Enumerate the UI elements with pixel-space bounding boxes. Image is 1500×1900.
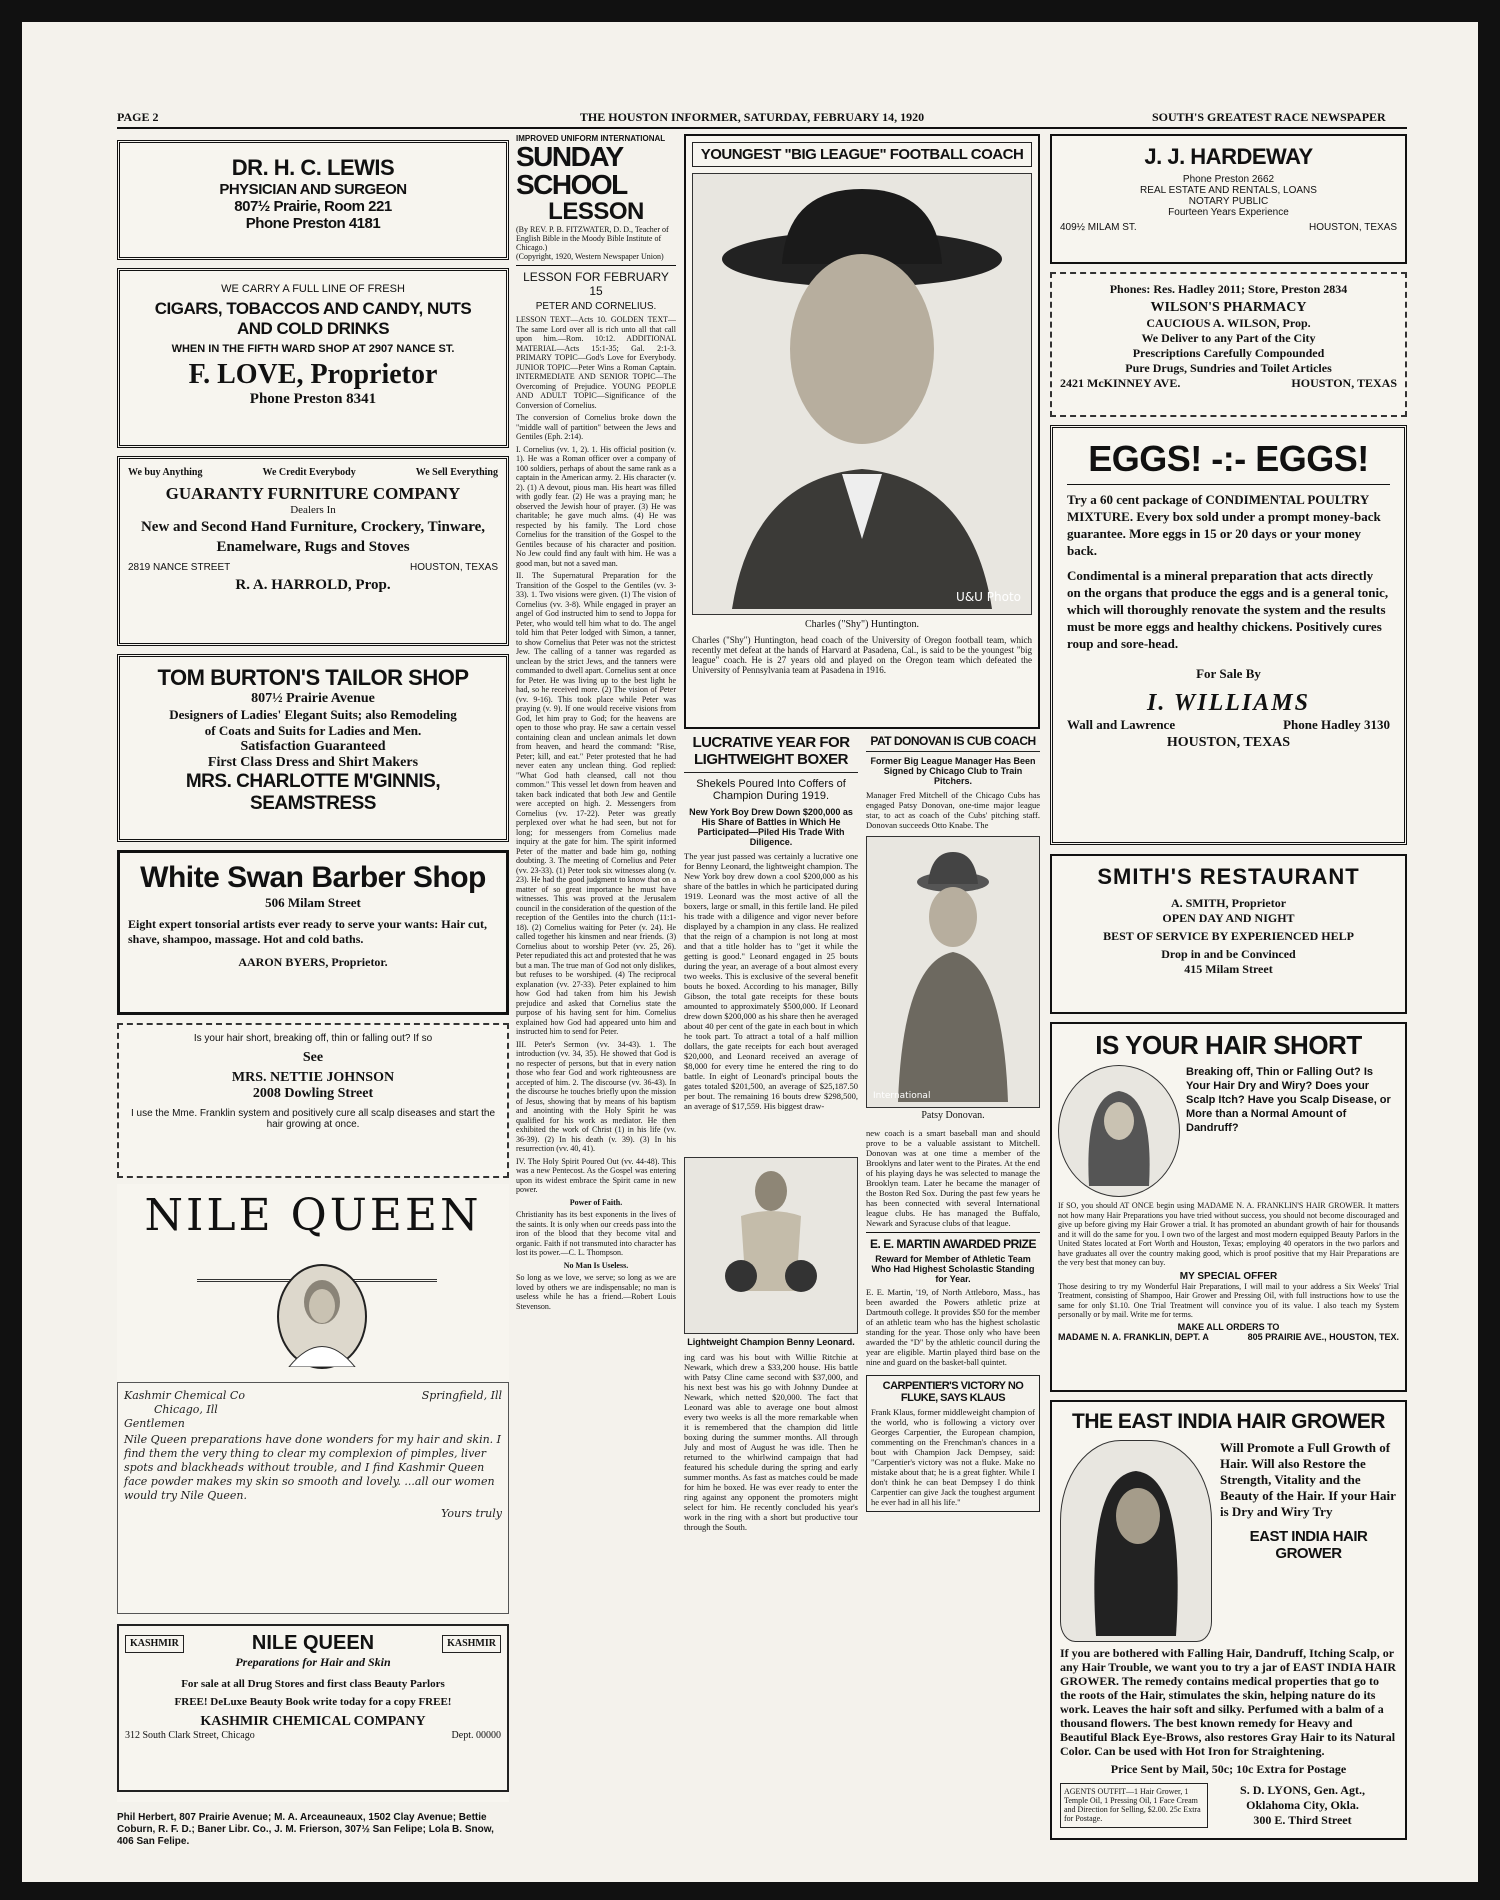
slogan: SOUTH'S GREATEST RACE NEWSPAPER xyxy=(1152,110,1386,124)
guaranty-dealers: Dealers In xyxy=(290,504,336,516)
smith-line3: Drop in and be Convinced xyxy=(1161,947,1296,961)
guaranty-address: 2819 NANCE STREET xyxy=(128,562,231,573)
guaranty-top-a: We buy Anything xyxy=(128,467,203,478)
johnson-line1: Is your hair short, breaking off, thin or falling out? If so xyxy=(193,1033,433,1044)
eggs-phone: Phone Hadley 3130 xyxy=(1283,717,1390,732)
smith-line1: OPEN DAY AND NIGHT xyxy=(1162,911,1295,925)
hair-orders: MAKE ALL ORDERS TO xyxy=(1177,1321,1280,1332)
love-line4: WHEN IN THE FIFTH WARD SHOP AT 2907 NANCE ST. xyxy=(171,343,455,355)
nile-prep: Preparations for Hair and Skin xyxy=(235,1655,391,1669)
guaranty-address-row xyxy=(128,562,498,573)
johnson-name: MRS. NETTIE JOHNSON xyxy=(231,1070,395,1085)
nile-free: FREE! DeLuxe Beauty Book write today for a copy FREE! xyxy=(174,1696,452,1708)
india-headline: THE EAST INDIA HAIR GROWER xyxy=(1072,1410,1385,1433)
lewis-name: DR. H. C. LEWIS xyxy=(231,155,395,180)
hardeway-line2: NOTARY PUBLIC xyxy=(1188,196,1269,207)
ss-noman-head: No Man Is Useless. xyxy=(563,1260,629,1270)
nile-logo: NILE QUEEN xyxy=(144,1190,482,1241)
johnson-address: 2008 Dowling Street xyxy=(252,1086,374,1101)
tailor-line5: MRS. CHARLOTTE M'GINNIS, SEAMSTRESS xyxy=(185,771,441,814)
tailor-ad xyxy=(117,654,509,842)
ss-para: II. The Supernatural Preparation for the Transition of the Gospel to the Gentiles (vv. 3-33). 1. Two visions were given. (1) The vision of Cornelius (vv. 3-8). While engaged in prayer an angel of God instructed him to send to Joppa for Peter, who would tell him what to do. The angel told him that Peter lodged with Simon, a tanner, to show Cornelius that Peter was not the strictest Jew. The calling of a tanner was regarded as unclean by the strict Jews, and the tanners were commanded to dwell apart. Cornelius sent at once for Peter. He was living up to the best light he had, so he received more. (2) The vision of Peter (vv. 9-16). This took place while Peter was praying (v. 9). If one would receive visions from God, let him pray to God; for the heavens are open to those who pray. He saw a certain vessel containing clean and unclean animals let down from heaven, and heard the command: "Rise, Peter; kill, and eat." Peter protested that he had never eaten any unclean thing. God replied: "What God hath cleansed, call not thou common." This vessel let down from heaven and taken back indicated that both Jew and Gentile were accepted on high. 2. Messengers from Cornelius (vv. 17-22). Peter was greatly perplexed over what he had seen, but not for long; for messengers from Cornelius made inquiry at the gate for him. The spirit informed Peter of the matter and bade him go, nothing doubting. 3. The meeting of Cornelius and Peter (vv. 23-33). (1) Peter took six witnesses along (v. 23). He had the good judgment to know that on a matter of so great importance he must have witnesses. This was proved at the Jerusalem council in the consideration of the question of the reception of the Gentiles into the church (11:1-18). (2) Cornelius waiting for Peter (v. 24). He called together his kinsmen and near friends. (3) Cornelius about to worship Peter (vv. 25, 26). Peter repudiated this act and protested that he was but a man. The true man of God not only dislikes, but refuses to be worshiped. (4) The reciprocal explanation (vv. 27-33). Peter explained to him how God had taken from him his Jewish prejudice and asked that Cornelius state the purpose of his having sent for him. Cornelius explained how God had appeared unto him and instructed him to send for Peter. xyxy=(516,571,676,1036)
martin-headline: E. E. MARTIN AWARDED PRIZE xyxy=(870,1237,1036,1251)
hardeway-name: J. J. HARDEWAY xyxy=(1144,144,1313,169)
wilson-name: WILSON'S PHARMACY xyxy=(1150,300,1307,315)
ss-rule xyxy=(516,265,676,266)
ss-para: The conversion of Cornelius broke down the "middle wall of partition" between the Jews and Gentiles (Eph. 2:14). xyxy=(516,413,676,441)
lewis-phone: Phone Preston 4181 xyxy=(245,215,381,232)
guaranty-city: HOUSTON, TEXAS xyxy=(410,562,498,573)
carpentier-body: Frank Klaus, former middleweight champion of the world, who is following a victory over Georges Carpentier, the European champion, commenting on the Frenchman's chances in a bout with Champion Jack Dempsey, said: "Carpentier's victory was not a fluke. Make no mistake about that; he is a great fighter. While I don't think he can beat Dempsey I do think Carpentier can give Jack the toughest argument he ever had in all his life." xyxy=(871,1407,1035,1507)
guaranty-top-b: We Credit Everybody xyxy=(262,467,356,478)
donovan-body: Manager Fred Mitchell of the Chicago Cubs has engaged Patsy Donovan, one-time major league star, to act as coach of the Cubs' pitching staff. Donovan succeeds Otto Knabe. The xyxy=(866,790,1040,830)
love-line2: CIGARS, TOBACCOS AND CANDY, NUTS xyxy=(154,299,472,318)
nile-company-address: 312 South Clark Street, Chicago xyxy=(125,1730,255,1741)
love-phone: Phone Preston 8341 xyxy=(249,391,377,407)
donovan-rule xyxy=(866,1232,1040,1233)
barber-prop: AARON BYERS, Proprietor. xyxy=(238,955,388,969)
wilson-line1: We Deliver to any Part of the City xyxy=(1141,331,1316,345)
long-braid-woman-icon xyxy=(1066,1446,1206,1636)
photo-credit: U&U Photo xyxy=(956,590,1021,604)
hardeway-city: HOUSTON, TEXAS xyxy=(1309,222,1397,233)
ss-para: III. Peter's Sermon (vv. 34-43). 1. The introduction (vv. 34, 35). He showed that God is no respecter of persons, but that in every nation those who fear God and work righteousness are accepted of him. 2. The discourse (vv. 36-43). In the discourse he touches briefly upon the mission of Jesus, showing that by means of his baptism and anointing with the Holy Spirit he was qualified for his work as mediator. He then exhibited the work of Christ (1) in his life (vv. 36-39). (2) In his death (v. 39). (3) In his resurrection (vv. 40, 41). xyxy=(516,1039,676,1153)
nile-queen-ad xyxy=(117,1184,509,1802)
india-line1: Will Promote a Full Growth of Hair. Will also Restore the Strength, Vitality and the Beauty of the Hair. If your Hair is Dry and Wiry Try xyxy=(1220,1440,1396,1519)
nile-company: KASHMIR CHEMICAL COMPANY xyxy=(200,1714,426,1729)
martin-subhead: Reward for Member of Athletic Team Who Had Highest Scholastic Standing for Year. xyxy=(871,1254,1035,1284)
wilson-address-row xyxy=(1060,376,1397,391)
woman-portrait-icon xyxy=(279,1266,365,1367)
local-agents: Phil Herbert, 807 Prairie Avenue; M. A. Arceauneaux, 1502 Clay Avenue; Bettie Coburn, R. F. D.; Baner Libr. Co., J. M. Frierson, 307½ San Felipe; Lola B. Snow, 406 San Felipe. xyxy=(117,1812,494,1847)
barber-address: 506 Milam Street xyxy=(265,895,361,910)
tailor-line3: Satisfaction Guaranteed xyxy=(240,739,386,754)
lewis-ad xyxy=(117,140,509,260)
wilson-address: 2421 McKINNEY AVE. xyxy=(1060,376,1181,390)
lewis-title: PHYSICIAN AND SURGEON xyxy=(219,181,407,198)
wilson-phones: Phones: Res. Hadley 2011; Store, Preston 2834 xyxy=(1109,282,1348,296)
coach-feature xyxy=(684,134,1040,729)
hardeway-line1: REAL ESTATE AND RENTALS, LOANS xyxy=(1140,185,1317,196)
eggs-address: Wall and Lawrence xyxy=(1067,717,1176,732)
letter-header xyxy=(124,1389,502,1403)
love-name: F. LOVE, Proprietor xyxy=(188,359,438,390)
guaranty-line2: Enamelware, Rugs and Stoves xyxy=(216,539,410,555)
eggs-para2: Condimental is a mineral preparation that acts directly on the organs that produce the eggs and is a general tonic, which will thoroughly renovate the system and the results must be more eggs and healthy chickens. Positively cures roup and sore-head. xyxy=(1067,568,1389,651)
newspaper-page xyxy=(22,22,1478,1882)
johnson-body: I use the Mme. Franklin system and positively cure all scalp diseases and start the hair growing at once. xyxy=(130,1108,496,1130)
ss-subject: PETER AND CORNELIUS. xyxy=(535,301,657,312)
hardeway-ad xyxy=(1050,134,1407,264)
boxer-subhead2: New York Boy Drew Down $200,000 as His Share of Battles in Which He Participated—Piled His Trade With Diligence. xyxy=(689,807,853,847)
tailor-line4: First Class Dress and Shirt Makers xyxy=(207,755,419,770)
wilson-line2: Prescriptions Carefully Compounded xyxy=(1132,346,1325,360)
kashmir-logo-right: KASHMIR xyxy=(442,1635,501,1653)
carpentier-box xyxy=(866,1375,1040,1512)
letter-salutation: Gentlemen xyxy=(124,1417,185,1430)
donovan-subhead: Former Big League Manager Has Been Signed by Chicago Club to Train Pitchers. xyxy=(870,756,1036,786)
guaranty-top-c: We Sell Everything xyxy=(415,467,498,478)
nile-footer-box xyxy=(117,1624,509,1792)
boxer-subhead: Shekels Poured Into Coffers of Champion During 1919. xyxy=(696,778,846,802)
johnson-ad xyxy=(117,1023,509,1178)
guaranty-line1: New and Second Hand Furniture, Crockery, Tinware, xyxy=(140,519,486,535)
coach-story: Charles ("Shy") Huntington, head coach of the University of Oregon football team, which recently met defeat at the hands of Harvard at Pasadena, Cal., is said to be the youngest "big league" coach. He is 27 years old and played on the Oregon team which defeated the University of Pennsylvania team at Pasadena in 1916. xyxy=(692,635,1032,675)
ss-para: Christianity has its best exponents in the lives of the saints. It is only when our creeds pass into the iron of the blood that they become vital and organic. Faith if not transmuted into character has lost its power.—C. L. Thompson. xyxy=(516,1210,676,1257)
boxer-photo xyxy=(684,1157,858,1334)
boxer-figure-icon xyxy=(701,1161,841,1331)
guaranty-name: GUARANTY FURNITURE COMPANY xyxy=(165,484,461,503)
ss-title2: LESSON xyxy=(548,198,644,225)
johnson-see: See xyxy=(302,1050,324,1065)
guaranty-top xyxy=(128,467,498,478)
nile-brand: NILE QUEEN xyxy=(251,1632,375,1654)
eggs-ad xyxy=(1050,425,1407,845)
india-name: EAST INDIA HAIR GROWER xyxy=(1249,1528,1368,1562)
india-agents: AGENTS OUTFIT—1 Hair Grower, 1 Temple Oil, 1 Pressing Oil, 1 Face Cream and Direction for Selling, $2.00. 25c Extra for Postage. xyxy=(1060,1783,1208,1828)
franklin-portrait xyxy=(1058,1065,1180,1197)
hardeway-phone: Phone Preston 2662 xyxy=(1182,174,1275,185)
letter-addressee: Kashmir Chemical Co xyxy=(124,1389,245,1402)
india-body: If you are bothered with Falling Hair, Dandruff, Itching Scalp, or any Hair Trouble, we want you to try a jar of EAST INDIA HAIR GROWER. The remedy contains medical properties that go to the roots of the Hair, stimulates the skin, helping nature do its work. Leaves the hair soft and silky. Perfumed with a balm of a thousand flowers. The best known remedy for Heavy and Beautiful Black Eye-Brows, also restores Gray Hair to its Natural Color. Can be used with Hot Iron for Straightening. xyxy=(1060,1646,1397,1758)
ss-para: So long as we love, we serve; so long as we are loved by others we are indispensable; no man is useless while he has a friend.—Robert Louis Stevenson. xyxy=(516,1273,676,1311)
wilson-ad xyxy=(1050,272,1407,417)
barber-ad xyxy=(117,850,509,1015)
sunday-school-column xyxy=(516,134,676,1864)
ss-byline: (By REV. P. B. FITZWATER, D. D., Teacher of English Bible in the Moody Bible Institute of Chicago.) xyxy=(516,225,669,252)
coach-caption: Charles ("Shy") Huntington. xyxy=(805,619,919,630)
hardeway-line3: Fourteen Years Experience xyxy=(1168,207,1289,218)
eggs-address-row xyxy=(1067,717,1390,733)
lewis-address: 807½ Prairie, Room 221 xyxy=(234,198,392,215)
nile-dept: Dept. 00000 xyxy=(451,1730,501,1741)
donovan-column xyxy=(866,734,1040,1864)
hair-short-ad xyxy=(1050,1022,1407,1392)
coach-headline: YOUNGEST "BIG LEAGUE" FOOTBALL COACH xyxy=(692,142,1032,167)
nile-sale: For sale at all Drug Stores and first class Beauty Parlors xyxy=(181,1678,445,1690)
guaranty-prop: R. A. HARROLD, Prop. xyxy=(235,577,391,593)
tailor-name: TOM BURTON'S TAILOR SHOP xyxy=(157,665,469,690)
india-name2: S. D. LYONS, Gen. Agt., xyxy=(1240,1783,1365,1797)
donovan-portrait-icon xyxy=(873,842,1033,1102)
hair-body: If SO, you should AT ONCE begin using MADAME N. A. FRANKLIN'S HAIR GROWER. It matters not how many Hair Preparations you have tried without success, you should not become discouraged and give up before giving my Hair Grower a trial. It has promoted an abundant growth of hair for thousands and it will do the same for you. I own two of the largest and most modern equipped Beauty Parlors in the United States located at Fort Worth and Houston, Texas; employing 40 operators in the two parlors and have graduates all over the country making good, which is proof positive that my Hair Preparations are the very best that money can buy. xyxy=(1058,1201,1399,1267)
ss-text xyxy=(516,315,676,1314)
love-ad xyxy=(117,268,509,448)
letter-body: Nile Queen preparations have done wonders for my hair and skin. I find them the very thing to clear my complexion of pimples, liver spots and blackheads without trouble, and I find Kashmir Queen face powder makes my skin so smooth and lovely. ...all our women would try Nile Queen. xyxy=(124,1433,502,1502)
love-line3: AND COLD DRINKS xyxy=(236,319,390,338)
smith-name: SMITH'S RESTAURANT xyxy=(1097,864,1360,889)
hair-top-row xyxy=(1058,1065,1399,1197)
india-side xyxy=(1212,1440,1397,1642)
india-lyons xyxy=(1208,1783,1397,1828)
boxer-body2: ing card was his bout with Willie Ritchie at Newark, which drew a $33,200 house. His battle with Patsy Cline came second with $37,000, and his next best was his go with Johnny Dundee at Newark, which netted $20,000. The fact that Leonard was able to average one bout almost every two weeks is all the more remarkable when it is remembered that the champion did little boxing during the summer months. All through July and most of August he was idle. Then he returned to the whirlwind campaign that had featured his schedule during the spring and early summer months. As fast as matches could be made for him he boxed. He was ever ready to enter the ring against any opponent the promoters might select for him. He recently concluded his year's work in the ring with a short but productive tour through the South. xyxy=(684,1352,858,1532)
hardeway-address-row xyxy=(1060,222,1397,233)
hair-headline: IS YOUR HAIR SHORT xyxy=(1095,1030,1362,1060)
smith-ad xyxy=(1050,854,1407,1014)
east-india-ad xyxy=(1050,1400,1407,1840)
ss-improved: IMPROVED UNIFORM INTERNATIONAL xyxy=(516,134,666,143)
india-addr2: 300 E. Third Street xyxy=(1253,1813,1352,1827)
ss-lesson-for: LESSON FOR FEBRUARY 15 xyxy=(523,270,669,298)
header-rule xyxy=(117,127,1407,129)
tailor-line1: Designers of Ladies' Elegant Suits; also Remodeling xyxy=(169,707,457,722)
wilson-line3: Pure Drugs, Sundries and Toilet Articles xyxy=(1125,361,1332,375)
boxer-body: The year just passed was certainly a lucrative one for Benny Leonard, the lightweight champion. The New York boy drew down a cool $200,000 as his share of the battles in which he participated during 1919. Leonard was the most active of all the boxers, large or small, in this fertile land. He piled his trade with a diligence and vigor never before displayed by a champion in any class. He realized that the reign of a champion is not long at most and that a title holder has to "get it while the getting is good." Leonard engaged in 25 bouts during the year, an average of a bout almost every two weeks. This is exclusive of the several benefit bouts he boxed. According to his manager, Billy Gibson, the total gate receipts for these bouts amounted to approximately $500,000. If Leonard drew down $200,000 as his share then he averaged about 40 per cent of the gate in each bout in which he took part. To attract a total of a half million dollars, the gate receipts for each bout averaged $20,000, and Leonard received an average of $8,000 for every time he entered the ring to do battle. In eight of Leonard's principal bouts the gates totaled $201,500, an average of $25,187.50 per bout. The remaining 16 bouts drew $298,500, an average of $17,559. His biggest draw- xyxy=(684,851,858,1111)
ss-title: SUNDAY SCHOOL xyxy=(516,141,627,200)
hardeway-address: 409½ MILAM ST. xyxy=(1060,222,1137,233)
barber-body: Eight expert tonsorial artists ever ready to serve your wants: Hair cut, shave, shampoo, massage. Hot and cold baths. xyxy=(128,917,488,946)
letter-place: Springfield, Ill xyxy=(421,1389,502,1402)
tailor-line2: of Coats and Suits for Ladies and Men. xyxy=(204,723,422,738)
ss-para: LESSON TEXT—Acts 10. GOLDEN TEXT—The same Lord over all is rich unto all that call upon him.—Rom. 10:12. ADDITIONAL MATERIAL—Acts 15:1-35; Gal. 2:1-3. PRIMARY TOPIC—God's Love for Everybody. JUNIOR TOPIC—Peter Wins a Roman Captain. INTERMEDIATE AND SENIOR TOPIC—The Overcoming of Prejudice. YOUNG PEOPLE AND ADULT TOPIC—Significance of the Conversion of Cornelius. xyxy=(516,315,676,410)
wilson-prop: CAUCIOUS A. WILSON, Prop. xyxy=(1146,316,1311,330)
page-number: PAGE 2 xyxy=(117,110,159,124)
ss-power-head: Power of Faith. xyxy=(569,1197,623,1207)
love-line1: WE CARRY A FULL LINE OF FRESH xyxy=(221,283,405,295)
eggs-city: HOUSTON, TEXAS xyxy=(1166,735,1291,750)
hair-subhead: Breaking off, Thin or Falling Out? Is Your Hair Dry and Wiry? Does your Scalp Itch? Have you Scalp Disease, or More than a Normal Amount of Dandruff? xyxy=(1186,1066,1391,1134)
eggs-para1: Try a 60 cent package of CONDIMENTAL POULTRY MIXTURE. Every box sold under a prompt money-back guarantee. More eggs in 15 or 20 days or your money back. xyxy=(1067,492,1381,558)
coach-photo xyxy=(692,173,1032,615)
india-city2: Oklahoma City, Okla. xyxy=(1246,1798,1359,1812)
donovan-photo xyxy=(866,836,1040,1108)
donovan-caption: Patsy Donovan. xyxy=(921,1110,985,1121)
eggs-for-sale: For Sale By xyxy=(1196,666,1261,681)
nile-address-row xyxy=(125,1730,501,1742)
boxer-article xyxy=(684,734,858,1864)
donovan-headline: PAT DONOVAN IS CUB COACH xyxy=(866,734,1040,752)
testimonial-letter xyxy=(117,1382,509,1614)
long-hair-woman-icon xyxy=(1069,1076,1169,1186)
carpentier-headline: CARPENTIER'S VICTORY NO FLUKE, SAYS KLAUS xyxy=(882,1380,1024,1404)
hair-madame-row xyxy=(1058,1332,1399,1342)
barber-name: White Swan Barber Shop xyxy=(140,861,486,894)
hair-offer-head: MY SPECIAL OFFER xyxy=(1179,1270,1278,1282)
nile-portrait xyxy=(277,1264,367,1369)
smith-prop: A. SMITH, Proprietor xyxy=(1170,896,1287,910)
martin-body: E. E. Martin, '19, of North Attleboro, Mass., has been awarded the Powers athletic prize at Dartmouth college. It provides $50 for the member of an athletic team who has the highest scholastic standing for the year. Those only who have been awarded the "D" by the athletic council during the year are eligible. Martin played third base on the nine and guard on the basket-ball quintet. xyxy=(866,1287,1040,1367)
guaranty-ad xyxy=(117,456,509,646)
nile-brand-row xyxy=(125,1632,501,1655)
india-portrait xyxy=(1060,1440,1212,1642)
ss-para: IV. The Holy Spirit Poured Out (vv. 44-48). This was a new Pentecost. As the Gospel was entering upon its widest embrace the Spirit came in new power. xyxy=(516,1156,676,1194)
smith-address: 415 Milam Street xyxy=(1184,962,1273,976)
man-portrait-icon xyxy=(712,179,1012,609)
donovan-body2: new coach is a smart baseball man and should prove to be a valuable assistant to Mitchell. Donovan was at one time a member of the Brooklyns and later went to the Pirates. At the end of his playing days he was selected to manage the Brooklyn team. Later he became the manager of the Boston Red Sox. During the past few years he has been connected with several International league clubs. He has managed the Buffalo, Newark and Syracuse clubs of that league. xyxy=(866,1128,1040,1228)
hair-madame-address: 805 PRAIRIE AVE., HOUSTON, TEX. xyxy=(1247,1331,1399,1342)
donovan-photo-credit: International xyxy=(873,1091,931,1101)
boxer-headline: LUCRATIVE YEAR FOR LIGHTWEIGHT BOXER xyxy=(684,734,858,773)
india-bottom-row xyxy=(1060,1783,1397,1828)
india-price: Price Sent by Mail, 50c; 10c Extra for Postage xyxy=(1110,1762,1347,1776)
wilson-city: HOUSTON, TEXAS xyxy=(1291,376,1397,390)
eggs-headline: EGGS! -:- EGGS! xyxy=(1088,438,1369,479)
eggs-rule xyxy=(1067,484,1390,485)
boxer-caption: Lightweight Champion Benny Leonard. xyxy=(687,1337,855,1347)
eggs-seller: I. WILLIAMS xyxy=(1147,690,1310,716)
smith-line2: BEST OF SERVICE BY EXPERIENCED HELP xyxy=(1103,929,1354,943)
india-top-row xyxy=(1060,1440,1397,1642)
hair-offer-body: Those desiring to try my Wonderful Hair Preparations, I will mail to your address a Six Weeks' Trial Treatment, consisting of Shampoo, Hair Grower and Pressing Oil, with full instructions how to use the same for only $1.10. One Trial Treatment will convince you of its value. I also teach my System personally or by mail. Write me for terms. xyxy=(1058,1281,1399,1319)
hair-madame: MADAME N. A. FRANKLIN, DEPT. A xyxy=(1058,1331,1209,1342)
ss-para: I. Cornelius (vv. 1, 2). 1. His official position (v. 1). He was a Roman officer over a company of 100 soldiers, perhaps of about the same rank as a captain in the American army. 2. His character (v. 2). (1) A devout, pious man. His heart was filled with godly fear. (2) He was a praying man; he observed the Jewish hour of prayer. (3) He was charitable; he gave much alms. (4) He was respected by his family. The Lord chose Cornelius for the transition of the Gospel to the Gentiles because of his character and position. No Jew could find any fault with him. He was a good man, but not a saved man. xyxy=(516,444,676,568)
tailor-address: 807½ Prairie Avenue xyxy=(251,691,375,706)
letter-city: Chicago, Ill xyxy=(154,1403,218,1416)
ss-copyright: (Copyright, 1920, Western Newspaper Union) xyxy=(516,252,664,261)
letter-signoff: Yours truly xyxy=(441,1507,502,1520)
masthead: THE HOUSTON INFORMER, SATURDAY, FEBRUARY 14, 1920 xyxy=(579,110,925,124)
kashmir-logo-left: KASHMIR xyxy=(125,1635,184,1653)
